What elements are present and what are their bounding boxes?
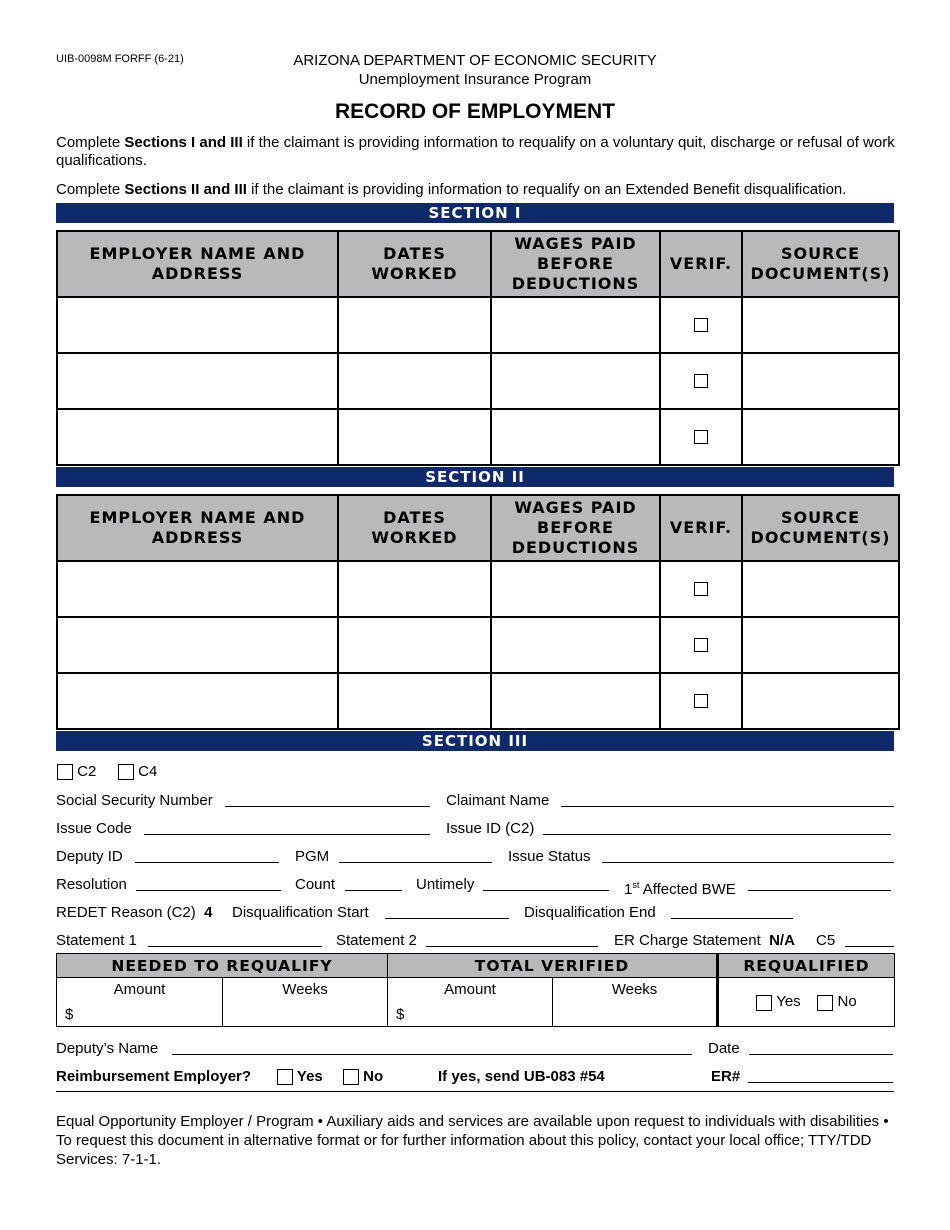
disq-start-label: Disqualification Start bbox=[232, 904, 369, 921]
weeks-label: Weeks bbox=[282, 981, 328, 998]
dollar-sign: $ bbox=[396, 1006, 405, 1023]
instruction-sections-2-3 bbox=[56, 181, 898, 199]
dates-worked-field[interactable] bbox=[338, 297, 491, 353]
verif-cell bbox=[660, 409, 742, 465]
redet-reason-value: 4 bbox=[204, 904, 213, 921]
source-document-field[interactable] bbox=[742, 561, 899, 617]
disq-end-label: Disqualification End bbox=[524, 904, 656, 921]
form-id: UIB-0098M FORFF (6-21) bbox=[56, 53, 184, 65]
verif-checkbox[interactable] bbox=[694, 374, 708, 388]
col-dates-worked: DATES WORKED bbox=[338, 231, 491, 297]
requalified-yes-checkbox[interactable] bbox=[756, 995, 772, 1011]
col-wages-paid: WAGES PAID BEFORE DEDUCTIONS bbox=[491, 495, 660, 561]
er-charge-value: N/A bbox=[769, 932, 795, 949]
employer-name-field[interactable] bbox=[57, 353, 338, 409]
section-3-header: SECTION III bbox=[56, 731, 894, 751]
verif-cell bbox=[660, 297, 742, 353]
table-row bbox=[57, 297, 899, 353]
reimbursement-yes-checkbox[interactable] bbox=[277, 1069, 293, 1085]
amount-label: Amount bbox=[444, 981, 496, 998]
untimely-field[interactable] bbox=[483, 890, 609, 891]
page-title: RECORD OF EMPLOYMENT bbox=[334, 100, 615, 123]
statement-2-field[interactable] bbox=[426, 946, 598, 947]
count-label: Count bbox=[295, 876, 336, 893]
wages-paid-field[interactable] bbox=[491, 617, 660, 673]
col-employer-name-address: EMPLOYER NAME AND ADDRESS bbox=[57, 495, 338, 561]
verif-checkbox[interactable] bbox=[694, 430, 708, 444]
wages-paid-field[interactable] bbox=[491, 409, 660, 465]
instruction-sections-1-3 bbox=[56, 134, 898, 170]
dollar-sign: $ bbox=[65, 1006, 74, 1023]
c2-checkbox[interactable] bbox=[57, 764, 73, 780]
deputy-name-label: Deputy’s Name bbox=[56, 1040, 159, 1057]
reimbursement-yes-option bbox=[277, 1067, 323, 1087]
verified-weeks-field[interactable] bbox=[553, 978, 718, 1027]
source-document-field[interactable] bbox=[742, 617, 899, 673]
col-verif: VERIF. bbox=[660, 231, 742, 297]
disq-end-field[interactable] bbox=[671, 918, 793, 919]
c4-checkbox[interactable] bbox=[118, 764, 134, 780]
table-row bbox=[57, 353, 899, 409]
count-field[interactable] bbox=[345, 890, 402, 891]
dates-worked-field[interactable] bbox=[338, 673, 491, 729]
verif-cell bbox=[660, 353, 742, 409]
dates-worked-field[interactable] bbox=[338, 561, 491, 617]
issue-status-label: Issue Status bbox=[508, 848, 591, 865]
verif-checkbox[interactable] bbox=[694, 582, 708, 596]
verif-cell bbox=[660, 561, 742, 617]
dates-worked-field[interactable] bbox=[338, 617, 491, 673]
needed-weeks-field[interactable] bbox=[223, 978, 388, 1027]
reimbursement-employer-label: Reimbursement Employer? bbox=[56, 1068, 252, 1085]
table-row bbox=[57, 409, 899, 465]
needed-amount-field[interactable] bbox=[57, 978, 223, 1027]
issue-id-label: Issue ID (C2) bbox=[446, 820, 535, 837]
wages-paid-field[interactable] bbox=[491, 673, 660, 729]
reimbursement-yes-label: Yes bbox=[296, 1068, 323, 1085]
col-dates-worked: DATES WORKED bbox=[338, 495, 491, 561]
col-source-documents: SOURCE DOCUMENT(S) bbox=[742, 495, 899, 561]
disq-start-field[interactable] bbox=[385, 918, 509, 919]
employer-name-field[interactable] bbox=[57, 561, 338, 617]
instruction-bold: Sections I and III bbox=[124, 134, 243, 151]
affected-bwe-field[interactable] bbox=[748, 890, 891, 891]
agency-name: ARIZONA DEPARTMENT OF ECONOMIC SECURITY bbox=[293, 52, 657, 69]
source-document-field[interactable] bbox=[742, 297, 899, 353]
col-verif: VERIF. bbox=[660, 495, 742, 561]
instruction-text: if the claimant is providing information to requalify on an Extended Benefit disqualification. bbox=[246, 181, 847, 198]
reimbursement-no-label: No bbox=[363, 1068, 384, 1085]
affected-bwe-ordinal: st bbox=[632, 880, 640, 890]
issue-status-field[interactable] bbox=[602, 862, 894, 863]
employer-name-field[interactable] bbox=[57, 409, 338, 465]
redet-reason-label: REDET Reason (C2) bbox=[56, 904, 196, 921]
section-1-table bbox=[56, 230, 900, 466]
instruction-bold: Sections II and III bbox=[124, 181, 247, 198]
affected-bwe-text: Affected BWE bbox=[639, 881, 736, 898]
c4-label: C4 bbox=[138, 763, 158, 780]
statement-2-label: Statement 2 bbox=[336, 932, 417, 949]
er-number-field[interactable] bbox=[748, 1082, 893, 1083]
date-field[interactable] bbox=[749, 1054, 893, 1055]
claimant-name-label: Claimant Name bbox=[446, 792, 550, 809]
requalified-header: REQUALIFIED bbox=[718, 954, 895, 978]
col-employer-name-address: EMPLOYER NAME AND ADDRESS bbox=[57, 231, 338, 297]
issue-code-label: Issue Code bbox=[56, 820, 132, 837]
wages-paid-field[interactable] bbox=[491, 561, 660, 617]
weeks-label: Weeks bbox=[611, 981, 658, 998]
c2-option bbox=[57, 762, 96, 782]
needed-to-requalify-header: NEEDED TO REQUALIFY bbox=[57, 954, 388, 978]
issue-id-field[interactable] bbox=[543, 834, 891, 835]
affected-bwe-number: 1 bbox=[624, 881, 633, 898]
section-1-header: SECTION I bbox=[56, 203, 894, 223]
verif-cell bbox=[660, 617, 742, 673]
reimbursement-no-option bbox=[343, 1067, 383, 1087]
dates-worked-field[interactable] bbox=[338, 409, 491, 465]
deputy-id-label: Deputy ID bbox=[56, 848, 123, 865]
c5-field[interactable] bbox=[845, 946, 894, 947]
table-row bbox=[57, 561, 899, 617]
source-document-field[interactable] bbox=[742, 353, 899, 409]
if-yes-instruction: If yes, send UB-083 #54 bbox=[438, 1068, 605, 1085]
statement-1-label: Statement 1 bbox=[56, 932, 137, 949]
instruction-text: Complete bbox=[56, 181, 125, 198]
requalified-no-checkbox[interactable] bbox=[817, 995, 833, 1011]
wages-paid-field[interactable] bbox=[491, 297, 660, 353]
verified-amount-field[interactable] bbox=[388, 978, 553, 1027]
c4-option bbox=[118, 762, 157, 782]
er-charge-label: ER Charge Statement bbox=[614, 932, 761, 949]
total-verified-header: TOTAL VERIFIED bbox=[388, 954, 718, 978]
resolution-label: Resolution bbox=[56, 876, 127, 893]
redet-reason bbox=[56, 903, 212, 923]
issue-code-field[interactable] bbox=[144, 834, 430, 835]
program-name: Unemployment Insurance Program bbox=[358, 71, 592, 88]
section-2-header: SECTION II bbox=[56, 467, 894, 487]
c5-label: C5 bbox=[816, 932, 836, 949]
ssn-field[interactable] bbox=[225, 806, 430, 807]
er-number-label: ER# bbox=[711, 1068, 741, 1085]
verif-cell bbox=[660, 673, 742, 729]
footer-notice: Equal Opportunity Employer / Program • Auxiliary aids and services are available upon request to individuals with disabilities • To request this document in alternative format or for further information about this policy, contact your local office; TTY/TDD Services: 7-1-1. bbox=[56, 1113, 889, 1168]
employer-name-field[interactable] bbox=[57, 297, 338, 353]
verif-checkbox[interactable] bbox=[694, 694, 708, 708]
col-source-documents: SOURCE DOCUMENT(S) bbox=[742, 231, 899, 297]
date-label: Date bbox=[708, 1040, 740, 1057]
divider bbox=[56, 1091, 894, 1092]
deputy-name-field[interactable] bbox=[172, 1054, 692, 1055]
wages-paid-field[interactable] bbox=[491, 353, 660, 409]
deputy-id-field[interactable] bbox=[135, 862, 279, 863]
ssn-label: Social Security Number bbox=[56, 792, 213, 809]
instruction-text: Complete bbox=[56, 134, 125, 151]
reimbursement-no-checkbox[interactable] bbox=[343, 1069, 359, 1085]
verif-checkbox[interactable] bbox=[694, 318, 708, 332]
claimant-name-field[interactable] bbox=[561, 806, 894, 807]
er-charge-statement bbox=[614, 931, 795, 951]
section-2-table bbox=[56, 494, 900, 730]
table-row bbox=[57, 617, 899, 673]
employer-name-field[interactable] bbox=[57, 673, 338, 729]
amount-label: Amount bbox=[113, 981, 166, 998]
pgm-label: PGM bbox=[295, 848, 330, 865]
requalified-cell bbox=[718, 978, 895, 1027]
source-document-field[interactable] bbox=[742, 673, 899, 729]
instruction-text: if the claimant is providing information to requalify on a voluntary quit, discharge or refusal of work qualifications. bbox=[56, 134, 895, 169]
requalified-yes-label: Yes bbox=[776, 993, 801, 1011]
resolution-field[interactable] bbox=[136, 890, 281, 891]
employer-name-field[interactable] bbox=[57, 617, 338, 673]
table-row bbox=[57, 673, 899, 729]
source-document-field[interactable] bbox=[742, 409, 899, 465]
verif-checkbox[interactable] bbox=[694, 638, 708, 652]
statement-1-field[interactable] bbox=[148, 946, 322, 947]
affected-bwe-label bbox=[624, 875, 736, 898]
col-wages-paid: WAGES PAID BEFORE DEDUCTIONS bbox=[491, 231, 660, 297]
requalified-no-label: No bbox=[837, 993, 857, 1011]
requalify-table bbox=[56, 953, 895, 1027]
untimely-label: Untimely bbox=[416, 876, 475, 893]
pgm-field[interactable] bbox=[339, 862, 492, 863]
c2-label: C2 bbox=[77, 763, 97, 780]
dates-worked-field[interactable] bbox=[338, 353, 491, 409]
